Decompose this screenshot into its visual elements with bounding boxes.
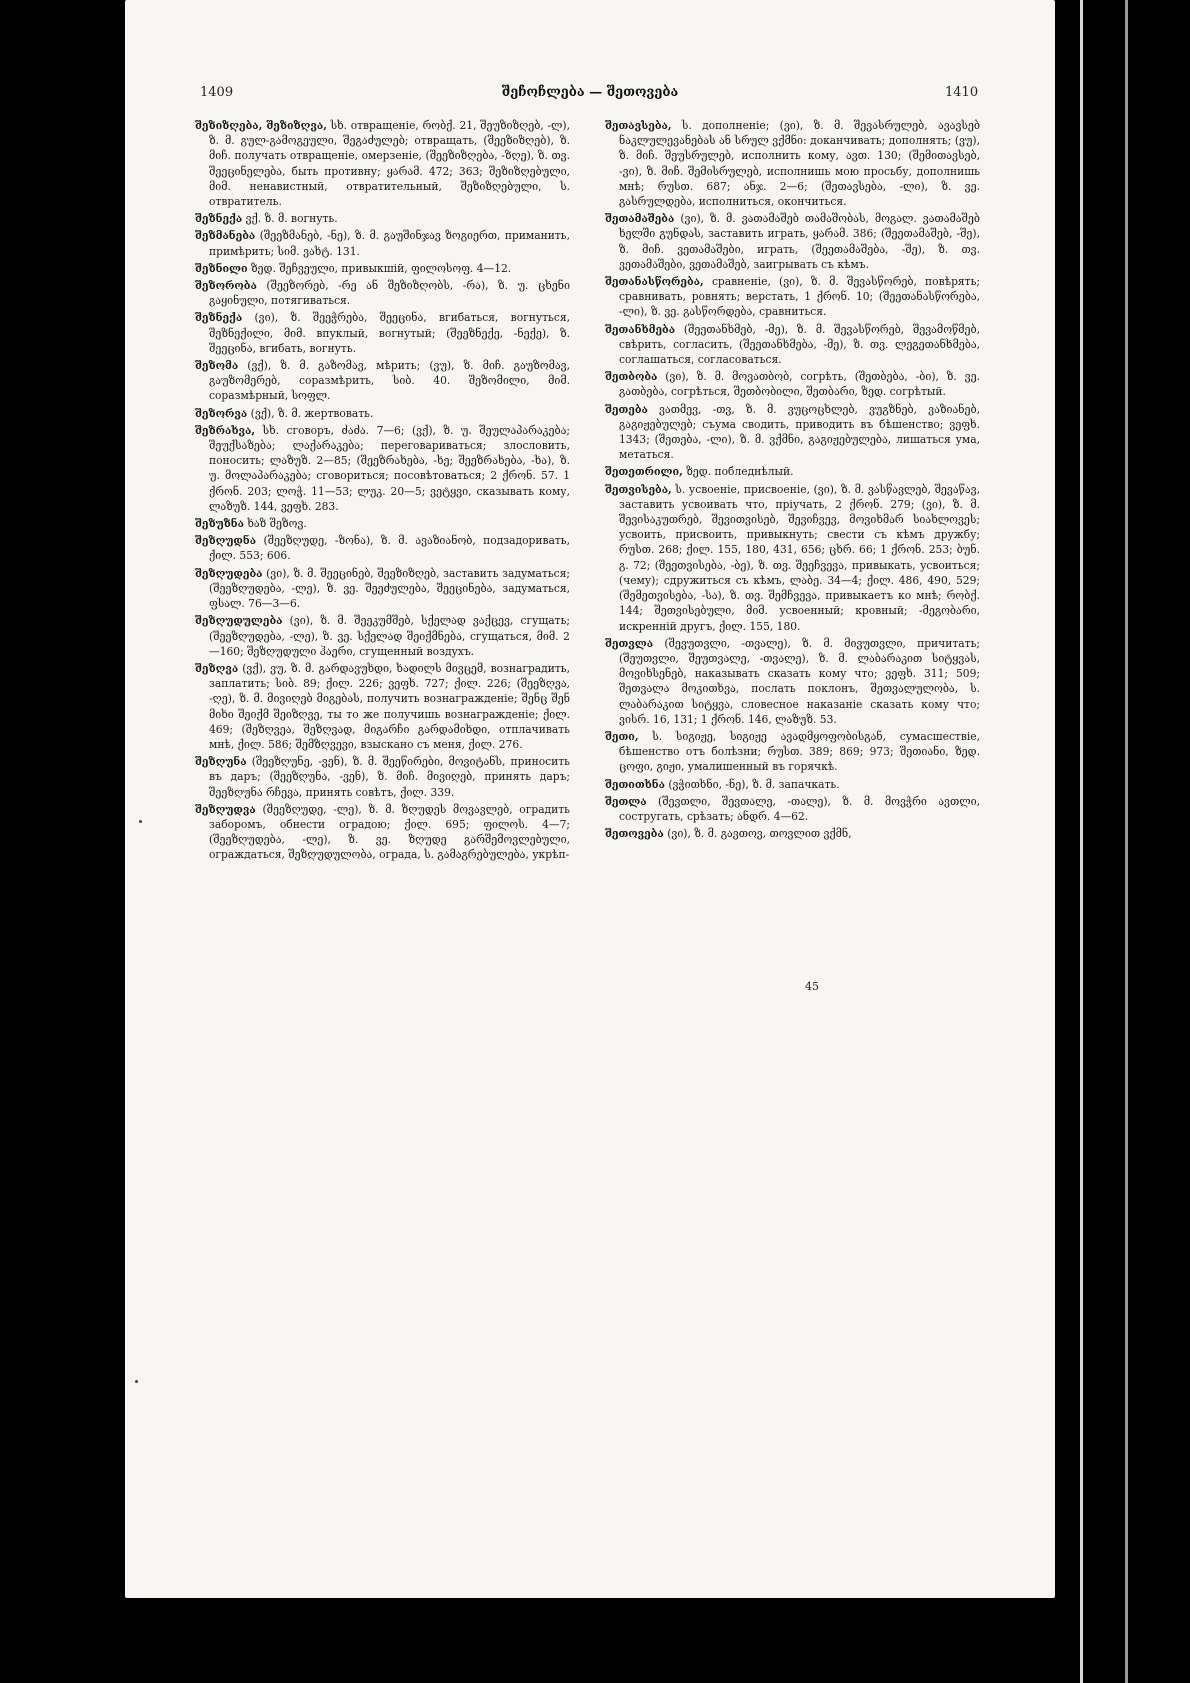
entry-definition: ვათმევ, -თვ, ზ. მ. ვუცოცხლებ, ვუგზნებ, ვაზიანებ, გაგიჟებულებ; съума сводить, приводить въ бѣшенство; ვეფხ. 1343; (შეთება, -ლი), ზ. მ. ვქმნი, გაგიჟებულება, лишаться ума, метаться.: [619, 402, 980, 462]
page-number-right: 1410: [945, 85, 979, 100]
entry-headword: შეზმანება: [195, 229, 256, 243]
entry-definition: (შეეზღუდე, -ზონა), ზ. მ. ავაზიანობ, подзадоривать, ქილ. 553; 606.: [209, 534, 570, 563]
scan-edge-stripe-left: [1080, 0, 1083, 1683]
entry-definition: (ვი), ზ. მ. მოვათბობ, согрѣть, (შეთბება, -ბი), ზ. ვე. გათბება, согрѣться, შეთბობილი, შეთბარი, ზედ. согрѣтый.: [619, 370, 980, 399]
dictionary-entry: [605, 794, 980, 824]
entry-definition: (ვი), ზ. მ. შეეცინებ, შეეზიზღებ, заставить задуматься; (შეეზღუდება, -ლე), ზ. ვე. შეეძულება, შეეცინება, задуматься, ფსალ. 76—3—6.: [209, 566, 570, 611]
entry-headword: შეთითხნა: [605, 777, 665, 791]
dictionary-entry: [195, 278, 570, 308]
entry-definition: (ვქ), ზ. მ. გაზომავ, мѣрить; (ვუ), ზ. მიჩ. გაუზომავ, გაუზომერებ, соразмѣрить, სიბ. 40. შეზომილი, მიმ. соразмѣрный, სოფლ.: [209, 359, 570, 403]
dictionary-entry: [605, 464, 980, 479]
entry-headword: შეზღუდება: [195, 566, 263, 580]
entry-headword: შეზომა: [195, 359, 239, 373]
entry-definition: ს. дополненіе; (ვი), ზ. მ. შევასრულებ, ავავსებ ნაკლულევანებას ან სრულ ვქმნი: доканчивать; дополнять; (ვუ), ზ. მიჩ. შეუსრულებ, исполнить кому, ავთ. 130; (შემითავსებ, -ვი), ზ. მიჩ. შემისრულებ, исполнишь мою просьбу, дополнишь мнѣ; რუსთ. 687; ანჯ. 2—6; (შეთავსება, -ლი), ზ. ვე. გასრულდება, исполниться, окончиться.: [619, 119, 980, 209]
entry-headword: შეზღუნა: [195, 755, 247, 769]
entry-headword: შეთოვება: [605, 827, 664, 841]
entry-definition: ხაზ შეზოვ.: [243, 517, 307, 531]
entry-headword: შეთბობა: [605, 370, 658, 384]
dictionary-entry: [605, 482, 980, 634]
entry-definition: სხ. отвращеніе, რობქ. 21, შეუზიზღებ, -ლ), ზ. მ. გულ-გამოგეული, შეგაძულებ; отвращать, (შეეზიზღებ), ზ. მიჩ. получать отвращеніе, омерзеніе, (შეეზიზღება, -ზღე), ზ. თვ. შეეცინელება, быть противну; ყარამ. 472; 363; შეზიზღებული, მიმ. ненавистный, отвратительный, შეზიზღებული, ს. отвратитель.: [209, 119, 570, 209]
dictionary-entry: [605, 402, 980, 463]
entry-definition: (ვი), ზ. მ. შეეკუმშებ, სქელად ვაქცევ, сгущать; (შეეზღუდება, -ლე), ზ. ვე. სქელად შეიქმნება, сгущаться, მიმ. 2—160; შეზღუდული ჰაერი, сгущенный воздухъ.: [209, 614, 570, 658]
dictionary-entry: [605, 777, 980, 792]
dictionary-entry: [605, 118, 980, 209]
entry-headword: შეზორვა: [195, 406, 248, 420]
entry-headword: შეთება: [605, 402, 648, 416]
dictionary-entry: [605, 369, 980, 399]
dictionary-entry: [605, 211, 980, 272]
entry-definition: (ვი), ზ. შეეჭრება, შეეცინა, вгибаться, вогнуться, შეზნექილი, მიმ. впуклый, вогнутый; (შეეზნექე, -ნექე), ზ. შეეცინა, вгибать, вогнуть.: [209, 311, 570, 355]
entry-definition: (შეეზმანებ, -ნე), ზ. მ. გაუშინჯავ ზოგიერთ, приманить, примѣрить; სიმ. ვახტ. 131.: [209, 229, 570, 258]
margin-speck: [135, 1380, 138, 1383]
entry-headword: შეთამაშება: [605, 212, 675, 226]
entry-definition: სხ. сговоръ, ძაძა. 7—6; (ვქ), ზ. უ. შეულაპარაკება; შეუქსაზება; ლაქარაკება; переговариваться; злословить, поносить; ლაზუზ. 2—85; (შეეზრახება, -ხე; შეეზრახება, -ხა), ზ. უ. მოლაპარაკება; сговориться; посовѣтоваться; 2 ქრონ. 57. 1 ქრონ. 203; ლოჭ. 11—53; ლუკ. 20—5; ვეტყვი, сказывать кому, ლაზუზ. 144, ვეფხ. 283.: [209, 423, 570, 513]
scan-edge-stripe-right: [1125, 0, 1128, 1683]
entry-definition: (შეეზღუნე, -ვენ), ზ. მ. შეეწირები, მოვიტანს, приносить въ даръ; (შეეზღუნა, -ვენ), ზ. მიჩ. მივიღებ, принять даръ; შეეზღუნა რჩევა, принять совѣтъ, ქილ. 339.: [209, 755, 570, 799]
entry-headword: შეთავსება,: [605, 119, 672, 132]
entry-definition: ს. სიგიჟე, სიგიჟე ავადმყოფობისგან, сумасшествіе, бѣшенство отъ болѣзни; რუსთ. 389; 869; 973; შეთიანი, ზედ. ცოფი, გიჟი, умалишенный въ горячкѣ.: [619, 729, 980, 774]
dictionary-entry: [605, 636, 980, 727]
left-column: [195, 118, 570, 865]
entry-definition: ზედ. побледнѣлый.: [682, 465, 794, 479]
entry-definition: ს. усвоеніе, присвоеніе, (ვი), ზ. მ. ვასწავლებ, შევაწავ, заставить усвоивать что, пріучать, 2 ქრონ. 279; (ვი), ზ. მ. შევისაკუთრებ, შევითვისებ, შევიჩვევ, მოვიხმარ სიახლოვეს; усвоить, присвоить, привыкнуть; свести съ кѣмъ дружбу; რუსთ. 268; ქილ. 155, 180, 431, 656; ცხრ. 66; 1 ქრონ. 253; ბუნ. გ. 72; (შეეთვისება, -ბე), ზ. თვ. შეეჩვევა, привыкать, усвоиться; (чему); сдружиться съ кѣмъ, ლაბე. 34—4; ქილ. 486, 490, 529; (შემეთვისება, -სა), ზ. თვ. შემჩვევა, привыкаетъ ко мнѣ; რობქ. 144; შეთვისებული, მიმ. усвоенный; кровный; -მეგობარი, искренній другъ, ქილ. 155, 180.: [619, 482, 980, 633]
dictionary-entry: [195, 516, 570, 531]
margin-speck: [139, 820, 142, 823]
entry-definition: ვქ. ზ. მ. вогнуть.: [242, 212, 338, 226]
entry-definition: (შეეზღუდე, -ლე), ზ. მ. ზღუდეს მოვავლებ, оградить заборомъ, обнести оградою; ქილ. 695; ფილოს. 4—7; (შეეზღუდება, -ლე), ზ. ვე. ზღუდე გარშემოვლებული, ограждаться, შეზღუდულობა, ограда, ს. გამაგრებულება, укрѣп-: [209, 802, 570, 862]
entry-definition: (ვქ), ზ. მ. жертвовать.: [247, 406, 374, 420]
entry-headword: შეთანხმება: [605, 322, 676, 336]
entry-headword: შეზორობა: [195, 279, 257, 293]
entry-headword: შეზნექა: [195, 311, 243, 325]
dictionary-entry: [605, 729, 980, 775]
entry-headword: შეთეთრილი,: [605, 465, 683, 479]
dictionary-entry: [195, 533, 570, 563]
right-column: [605, 118, 980, 843]
page-number-left: 1409: [200, 85, 234, 100]
dictionary-entry: [195, 661, 570, 752]
entry-headword: შეზნილი: [195, 261, 248, 275]
entry-headword: შეზნექა: [195, 212, 243, 226]
entry-headword: შეზღუდნა: [195, 534, 257, 548]
dictionary-page: [125, 0, 1055, 1598]
dictionary-entry: [195, 406, 570, 421]
dictionary-entry: [605, 322, 980, 368]
entry-definition: (შეეთანხმებ, -მე), ზ. მ. შევასწორებ, შევამოწმებ, свѣрить, согласить, (შეეთანხმება, -მე), ზ. თვ. ლეგეთანხმება, соглашаться, согласоваться.: [619, 322, 980, 367]
entry-definition: (შევთლი, შევთალე, -თალე), ზ. მ. მოვჭრი ავთლი, состругать, срѣзать; ანდრ. 4—62.: [619, 794, 980, 823]
dictionary-entry: [195, 228, 570, 258]
entry-definition: (ვჭითხნი, -ნე), ზ. მ. запачкать.: [664, 777, 840, 791]
dictionary-entry: [605, 274, 980, 320]
entry-headword: შეზღუდულება: [195, 614, 283, 628]
entry-headword: შეზღვა: [195, 661, 239, 675]
entry-headword: შეზღუდვა: [195, 802, 256, 816]
running-header: შეჩოჩლება — შეთოვება: [501, 85, 679, 100]
dictionary-entry: [195, 754, 570, 800]
entry-definition: сравненіе, (ვი), ზ. მ. შევასწორებ, повѣрять; сравнивать, ровнять; верстать, 1 ქრონ. 10; (შეეთანასწორება, -ლი), ზ. ვე. გასწორდება, сравниться.: [619, 275, 980, 319]
dictionary-entry: [195, 802, 570, 863]
dictionary-entry: [195, 211, 570, 226]
entry-definition: (შეეზორებ, -რე ან შეზიზღობს, -რა), ზ. უ. ცხენი გაყინული, потягиваться.: [209, 279, 570, 308]
signature-mark: 45: [805, 980, 819, 993]
entry-definition: (ვი), ზ. მ. გავთოვ, თოვლით ვქმნ,: [663, 827, 852, 841]
entry-headword: შეთვლა: [605, 636, 654, 650]
entry-headword: შეთლა: [605, 794, 647, 808]
dictionary-entry: [195, 566, 570, 612]
dictionary-entry: [195, 423, 570, 514]
dictionary-entry: [195, 310, 570, 356]
dictionary-entry: [195, 118, 570, 209]
entry-headword: შეზიზღება, შეზიზღვა,: [195, 119, 327, 132]
entry-definition: ზედ. შეჩვეული, привыкшій, ფილოსოფ. 4—12.: [247, 261, 512, 275]
dictionary-entry: [195, 261, 570, 276]
entry-headword: შეთი,: [605, 729, 639, 743]
entry-headword: შეთვისება,: [605, 482, 672, 496]
dictionary-entry: [195, 613, 570, 659]
dictionary-entry: [195, 358, 570, 404]
entry-headword: შეზუზნა: [195, 517, 244, 531]
dictionary-entry: [605, 826, 980, 841]
entry-headword: შეთანასწორება,: [605, 275, 704, 289]
entry-headword: შეზრახვა,: [195, 423, 256, 437]
entry-definition: (ვქ), ვუ, ზ. მ. გარდავუხდი, ხადილს მივცემ, вознаградить, заплатить; სიბ. 89; ქილ. 226; ვეფხ. 727; ქილ. 226; (შეეზღვა, -ღე), ზ. მ. მივიღებ მიგებას, получить вознагражденіе; შენც შენ მიხი შეიქმ შეიზღვე, ты то же получишь вознагражденіе; ქილ. 469; (შეზღვეა, შეზღვად, მიგარჩი გარდამიხდი, отплачивать мнѣ, ქილ. 586; შემზღვევი, взыскано съ меня, ქილ. 276.: [209, 661, 570, 751]
entry-definition: (შევუთვლი, -თვალე), ზ. მ. მივუთვლი, причитать; (შეუთვლი, შეუთვალე, -თვალე), ზ. მ. ლაბარაკით სიტყვას, მოვიხსენებ, наказывать сказать кому что; ვეფხ. 311; 509; შეთვალა მოკითხვა, послать поклонъ, შეთვალულობა, ს. ლაბარაკით სიტყვა, словесное наказаніе сказать кому что; ვისრ. 16, 131; 1 ქრონ. 146, ლაზუზ. 53.: [619, 636, 980, 726]
entry-definition: (ვი), ზ. მ. ვათამაშებ თამაშობას, მოგალ. ვათამაშებ ხელში გუნდას, заставить играть, ყარამ. 386; (შეეთამაშებ, -შე), ზ. მიჩ. ვეთამაშები, играть, (შეეთამაშება, -შე), ზ. თვ. ვეთამაშები, ვეთამაშებ, заигрывать съ кѣмъ.: [619, 212, 980, 271]
